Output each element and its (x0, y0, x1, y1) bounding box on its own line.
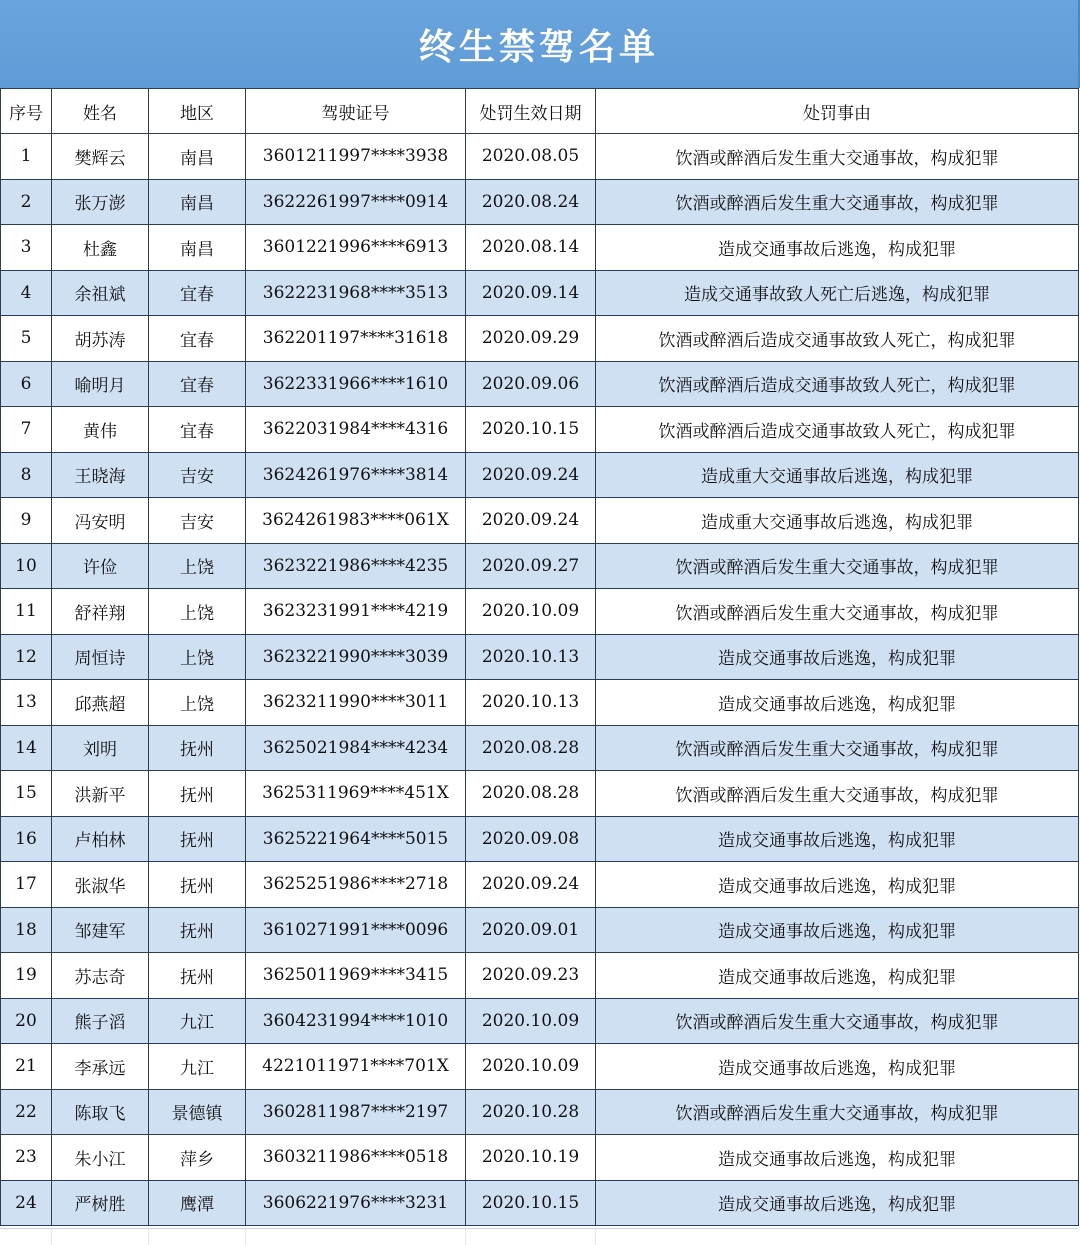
table-row (1, 589, 1079, 635)
cell-region: 鹰潭 (149, 1180, 246, 1226)
cell-name: 余祖斌 (52, 270, 149, 316)
footer-divider (51, 1229, 52, 1245)
cell-region: 抚州 (149, 907, 246, 953)
cell-license-number: 3622031984****4316 (246, 407, 466, 453)
cell-index: 24 (1, 1180, 52, 1226)
table-row (1, 1089, 1079, 1135)
cell-name: 熊子滔 (52, 998, 149, 1044)
cell-region: 抚州 (149, 816, 246, 862)
footer-divider (465, 1229, 466, 1245)
table-row (1, 680, 1079, 726)
cell-name: 洪新平 (52, 771, 149, 817)
cell-reason: 造成交通事故后逃逸，构成犯罪 (596, 1044, 1079, 1090)
cell-effective-date: 2020.09.29 (466, 316, 596, 362)
cell-reason: 造成重大交通事故后逃逸，构成犯罪 (596, 498, 1079, 544)
cell-reason: 造成交通事故后逃逸，构成犯罪 (596, 862, 1079, 908)
cell-region: 宜春 (149, 316, 246, 362)
cell-name: 张淑华 (52, 862, 149, 908)
cell-region: 上饶 (149, 680, 246, 726)
cell-effective-date: 2020.08.14 (466, 225, 596, 271)
page-title: 终生禁驾名单 (418, 26, 659, 68)
col-license-header: 驾驶证号 (246, 89, 466, 134)
cell-index: 23 (1, 1135, 52, 1181)
table-row (1, 907, 1079, 953)
cell-index: 14 (1, 725, 52, 771)
cell-name: 许俭 (52, 543, 149, 589)
cell-index: 18 (1, 907, 52, 953)
table-row (1, 543, 1079, 589)
cell-name: 卢柏林 (52, 816, 149, 862)
table-row (1, 725, 1079, 771)
cell-effective-date: 2020.10.15 (466, 407, 596, 453)
footer-divider (148, 1229, 149, 1245)
table-row (1, 634, 1079, 680)
cell-name: 张万澎 (52, 179, 149, 225)
cell-effective-date: 2020.10.09 (466, 1044, 596, 1090)
cell-name: 李承远 (52, 1044, 149, 1090)
cell-index: 7 (1, 407, 52, 453)
cell-effective-date: 2020.10.28 (466, 1089, 596, 1135)
cell-license-number: 3625011969****3415 (246, 953, 466, 999)
cell-license-number: 3602811987****2197 (246, 1089, 466, 1135)
cell-index: 20 (1, 998, 52, 1044)
cell-region: 九江 (149, 1044, 246, 1090)
footer-divider (245, 1229, 246, 1245)
cell-license-number: 3601211997****3938 (246, 134, 466, 180)
table-row (1, 225, 1079, 271)
table-row (1, 179, 1079, 225)
table-row (1, 1044, 1079, 1090)
col-index-header: 序号 (1, 89, 52, 134)
cell-index: 1 (1, 134, 52, 180)
cell-license-number: 3610271991****0096 (246, 907, 466, 953)
cell-index: 17 (1, 862, 52, 908)
cell-license-number: 3624261976****3814 (246, 452, 466, 498)
cell-name: 冯安明 (52, 498, 149, 544)
cell-index: 3 (1, 225, 52, 271)
footer-line (0, 1228, 1078, 1229)
cell-effective-date: 2020.10.19 (466, 1135, 596, 1181)
cell-name: 邹建军 (52, 907, 149, 953)
table-row (1, 1135, 1079, 1181)
cell-name: 陈取飞 (52, 1089, 149, 1135)
cell-license-number: 4221011971****701X (246, 1044, 466, 1090)
table-body (1, 134, 1079, 1226)
cell-license-number: 3625021984****4234 (246, 725, 466, 771)
cell-region: 抚州 (149, 953, 246, 999)
table-row (1, 816, 1079, 862)
cell-region: 上饶 (149, 634, 246, 680)
cell-effective-date: 2020.08.24 (466, 179, 596, 225)
cell-reason: 饮酒或醉酒后发生重大交通事故，构成犯罪 (596, 179, 1079, 225)
footer-strip (0, 1228, 1080, 1245)
cell-region: 抚州 (149, 771, 246, 817)
cell-name: 樊辉云 (52, 134, 149, 180)
cell-effective-date: 2020.09.08 (466, 816, 596, 862)
cell-license-number: 3624261983****061X (246, 498, 466, 544)
cell-region: 吉安 (149, 452, 246, 498)
cell-license-number: 3604231994****1010 (246, 998, 466, 1044)
cell-name: 苏志奇 (52, 953, 149, 999)
cell-reason: 造成交通事故后逃逸，构成犯罪 (596, 1135, 1079, 1181)
cell-index: 4 (1, 270, 52, 316)
cell-license-number: 3625251986****2718 (246, 862, 466, 908)
cell-effective-date: 2020.08.28 (466, 725, 596, 771)
table-row (1, 134, 1079, 180)
cell-reason: 饮酒或醉酒后发生重大交通事故，构成犯罪 (596, 134, 1079, 180)
ban-list-table (0, 88, 1079, 1226)
table-row (1, 316, 1079, 362)
cell-license-number: 3625311969****451X (246, 771, 466, 817)
table-row (1, 361, 1079, 407)
table-header-row (1, 89, 1079, 134)
cell-reason: 饮酒或醉酒后发生重大交通事故，构成犯罪 (596, 543, 1079, 589)
cell-region: 南昌 (149, 134, 246, 180)
cell-license-number: 3623231991****4219 (246, 589, 466, 635)
cell-index: 11 (1, 589, 52, 635)
table-row (1, 452, 1079, 498)
table-row (1, 498, 1079, 544)
cell-reason: 造成交通事故后逃逸，构成犯罪 (596, 634, 1079, 680)
cell-index: 2 (1, 179, 52, 225)
cell-region: 景德镇 (149, 1089, 246, 1135)
cell-reason: 造成交通事故后逃逸，构成犯罪 (596, 680, 1079, 726)
cell-effective-date: 2020.09.24 (466, 498, 596, 544)
cell-name: 严树胜 (52, 1180, 149, 1226)
cell-effective-date: 2020.08.05 (466, 134, 596, 180)
cell-license-number: 362201197****31618 (246, 316, 466, 362)
cell-name: 舒祥翔 (52, 589, 149, 635)
cell-index: 19 (1, 953, 52, 999)
cell-license-number: 3601221996****6913 (246, 225, 466, 271)
cell-name: 周恒诗 (52, 634, 149, 680)
cell-index: 8 (1, 452, 52, 498)
cell-effective-date: 2020.09.24 (466, 862, 596, 908)
cell-index: 13 (1, 680, 52, 726)
cell-reason: 饮酒或醉酒后造成交通事故致人死亡，构成犯罪 (596, 361, 1079, 407)
cell-index: 6 (1, 361, 52, 407)
cell-index: 10 (1, 543, 52, 589)
cell-effective-date: 2020.09.06 (466, 361, 596, 407)
cell-reason: 造成交通事故后逃逸，构成犯罪 (596, 1180, 1079, 1226)
cell-effective-date: 2020.09.01 (466, 907, 596, 953)
cell-license-number: 3623221986****4235 (246, 543, 466, 589)
cell-region: 九江 (149, 998, 246, 1044)
cell-effective-date: 2020.10.15 (466, 1180, 596, 1226)
cell-index: 21 (1, 1044, 52, 1090)
cell-region: 萍乡 (149, 1135, 246, 1181)
cell-reason: 造成交通事故后逃逸，构成犯罪 (596, 953, 1079, 999)
cell-reason: 造成交通事故后逃逸，构成犯罪 (596, 225, 1079, 271)
cell-effective-date: 2020.09.23 (466, 953, 596, 999)
table-row (1, 998, 1079, 1044)
cell-reason: 造成交通事故致人死亡后逃逸，构成犯罪 (596, 270, 1079, 316)
cell-region: 吉安 (149, 498, 246, 544)
cell-region: 上饶 (149, 589, 246, 635)
cell-effective-date: 2020.09.27 (466, 543, 596, 589)
cell-name: 黄伟 (52, 407, 149, 453)
table-row (1, 1180, 1079, 1226)
cell-reason: 饮酒或醉酒后发生重大交通事故，构成犯罪 (596, 589, 1079, 635)
cell-license-number: 3622231968****3513 (246, 270, 466, 316)
cell-name: 刘明 (52, 725, 149, 771)
table-row (1, 953, 1079, 999)
cell-effective-date: 2020.09.24 (466, 452, 596, 498)
cell-name: 杜鑫 (52, 225, 149, 271)
cell-reason: 饮酒或醉酒后发生重大交通事故，构成犯罪 (596, 1089, 1079, 1135)
cell-region: 抚州 (149, 725, 246, 771)
cell-name: 胡苏涛 (52, 316, 149, 362)
cell-license-number: 3622261997****0914 (246, 179, 466, 225)
cell-name: 喻明月 (52, 361, 149, 407)
cell-region: 宜春 (149, 407, 246, 453)
cell-effective-date: 2020.09.14 (466, 270, 596, 316)
cell-region: 宜春 (149, 361, 246, 407)
cell-index: 15 (1, 771, 52, 817)
cell-index: 12 (1, 634, 52, 680)
table-row (1, 407, 1079, 453)
cell-license-number: 3623211990****3011 (246, 680, 466, 726)
title-bar (0, 0, 1080, 88)
cell-effective-date: 2020.10.09 (466, 998, 596, 1044)
table-row (1, 862, 1079, 908)
cell-reason: 造成交通事故后逃逸，构成犯罪 (596, 816, 1079, 862)
col-region-header: 地区 (149, 89, 246, 134)
col-reason-header: 处罚事由 (596, 89, 1079, 134)
cell-region: 南昌 (149, 225, 246, 271)
cell-license-number: 3625221964****5015 (246, 816, 466, 862)
cell-effective-date: 2020.10.13 (466, 634, 596, 680)
cell-reason: 造成交通事故后逃逸，构成犯罪 (596, 907, 1079, 953)
cell-reason: 饮酒或醉酒后造成交通事故致人死亡，构成犯罪 (596, 316, 1079, 362)
cell-license-number: 3623221990****3039 (246, 634, 466, 680)
cell-name: 邱燕超 (52, 680, 149, 726)
cell-region: 抚州 (149, 862, 246, 908)
cell-region: 南昌 (149, 179, 246, 225)
cell-license-number: 3622331966****1610 (246, 361, 466, 407)
cell-effective-date: 2020.10.09 (466, 589, 596, 635)
cell-index: 16 (1, 816, 52, 862)
table-row (1, 270, 1079, 316)
cell-effective-date: 2020.08.28 (466, 771, 596, 817)
cell-reason: 饮酒或醉酒后发生重大交通事故，构成犯罪 (596, 771, 1079, 817)
cell-effective-date: 2020.10.13 (466, 680, 596, 726)
cell-license-number: 3603211986****0518 (246, 1135, 466, 1181)
table-row (1, 771, 1079, 817)
cell-license-number: 3606221976****3231 (246, 1180, 466, 1226)
cell-reason: 饮酒或醉酒后发生重大交通事故，构成犯罪 (596, 725, 1079, 771)
cell-region: 上饶 (149, 543, 246, 589)
footer-divider (595, 1229, 596, 1245)
cell-index: 22 (1, 1089, 52, 1135)
cell-name: 朱小江 (52, 1135, 149, 1181)
cell-index: 9 (1, 498, 52, 544)
col-name-header: 姓名 (52, 89, 149, 134)
cell-name: 王晓海 (52, 452, 149, 498)
cell-region: 宜春 (149, 270, 246, 316)
col-date-header: 处罚生效日期 (466, 89, 596, 134)
cell-index: 5 (1, 316, 52, 362)
cell-reason: 造成重大交通事故后逃逸，构成犯罪 (596, 452, 1079, 498)
cell-reason: 饮酒或醉酒后发生重大交通事故，构成犯罪 (596, 998, 1079, 1044)
cell-reason: 饮酒或醉酒后造成交通事故致人死亡，构成犯罪 (596, 407, 1079, 453)
